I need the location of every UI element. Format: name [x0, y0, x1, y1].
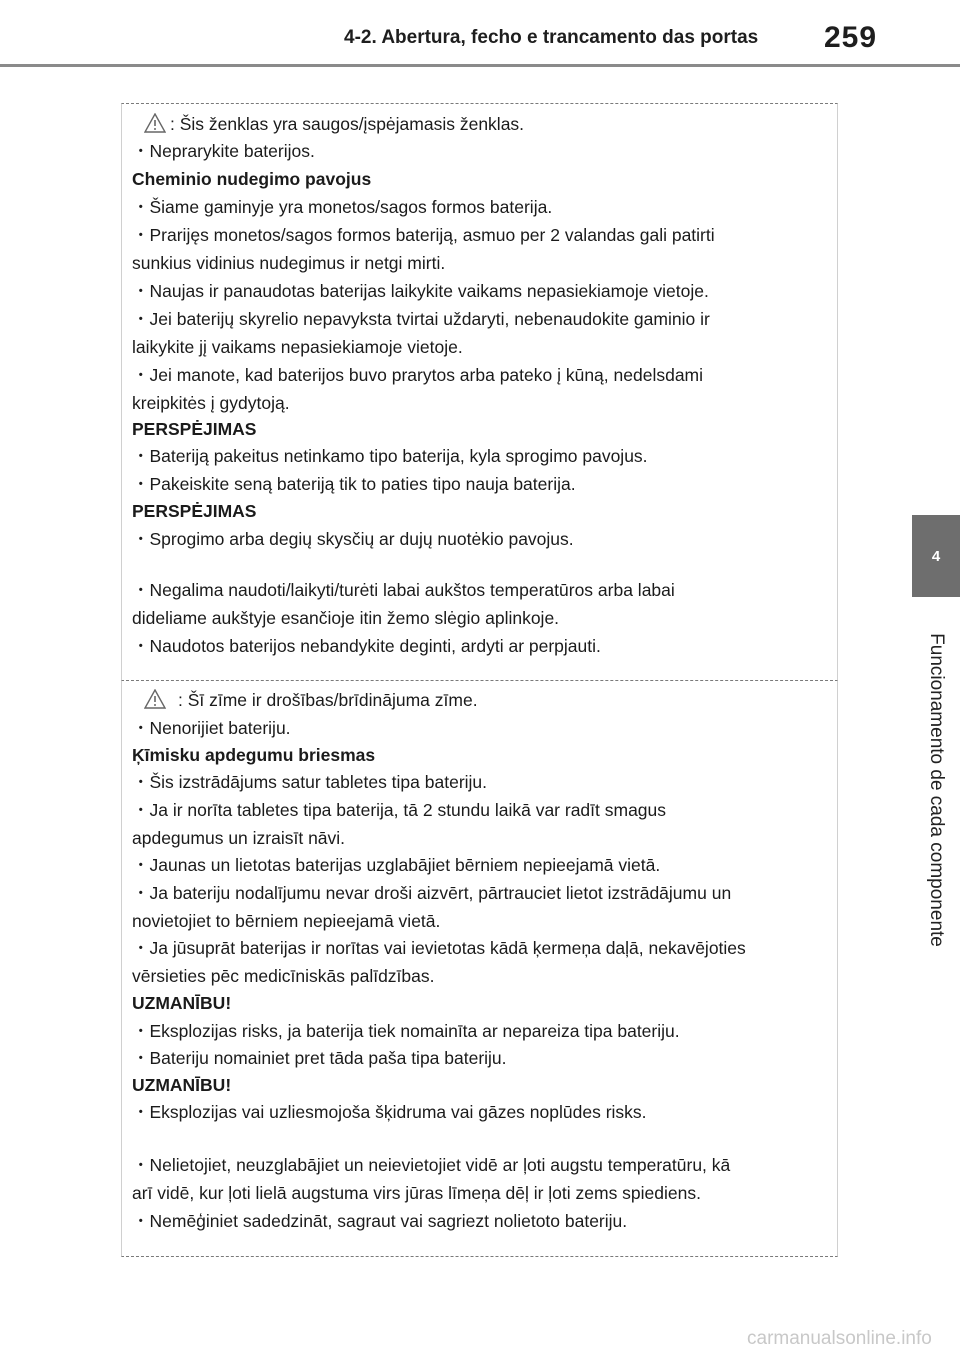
- text-line: ・Eksplozijas vai uzliesmojoša šķidruma vai gāzes noplūdes risks.: [132, 1102, 647, 1122]
- text-line: ・Sprogimo arba degių skysčių ar dujų nuotėkio pavojus.: [132, 529, 574, 549]
- text-line: ・Jaunas un lietotas baterijas uzglabājiet bērniem nepieejamā vietā.: [132, 855, 661, 875]
- warning-triangle-icon: [144, 689, 166, 709]
- section-title: 4-2. Abertura, fecho e trancamento das portas: [344, 27, 759, 48]
- subheading: Cheminio nudegimo pavojus: [132, 169, 372, 189]
- text-line: ・Neprarykite baterijos.: [132, 141, 315, 161]
- text-line: kreipkitės į gydytoją.: [132, 393, 290, 413]
- text-line: sunkius vidinius nudegimus ir netgi mirti.: [132, 253, 446, 273]
- text-line: ・Pakeiskite seną bateriją tik to paties tipo nauja baterija.: [132, 474, 576, 494]
- warning-note-lv: [144, 689, 478, 711]
- text-line: ・Ja jūsuprāt baterijas ir norītas vai ievietotas kādā ķermeņa daļā, nekavējoties: [132, 938, 746, 958]
- chapter-tab[interactable]: [912, 515, 960, 597]
- text-line: ・Nelietojiet, neuzglabājiet un neievietojiet vidē ar ļoti augstu temperatūru, kā: [132, 1155, 731, 1175]
- warning-triangle-icon: [144, 113, 166, 133]
- text-line: ・Šis izstrādājums satur tabletes tipa bateriju.: [132, 772, 488, 792]
- warning-note-text: : Šis ženklas yra saugos/įspėjamasis ženklas.: [170, 114, 525, 134]
- text-line: ・Negalima naudoti/laikyti/turėti labai aukštos temperatūros arba labai: [132, 580, 675, 600]
- text-line: ・Jei manote, kad baterijos buvo prarytos arba pateko į kūną, nedelsdami: [132, 365, 704, 385]
- subheading: PERSPĖJIMAS: [132, 501, 257, 521]
- text-line: ・Prarijęs monetos/sagos formos bateriją, asmuo per 2 valandas gali patirti: [132, 225, 715, 245]
- text-line: ・Eksplozijas risks, ja baterija tiek nomainīta ar nepareiza tipa bateriju.: [132, 1021, 680, 1041]
- text-line: ・Naudotos baterijos nebandykite deginti, ardyti ar perpjauti.: [132, 636, 601, 656]
- text-line: ・Ja ir norīta tabletes tipa baterija, tā 2 stundu laikā var radīt smagus: [132, 800, 667, 820]
- latvian-warning-box: [121, 681, 838, 1257]
- warning-note-text: : Šī zīme ir drošības/brīdinājuma zīme.: [178, 690, 478, 710]
- text-line: vērsieties pēc medicīniskās palīdzības.: [132, 966, 435, 986]
- text-line: ・Nenorijiet bateriju.: [132, 718, 291, 738]
- text-line: novietojiet to bērniem nepieejamā vietā.: [132, 911, 441, 931]
- page-number: 259: [824, 21, 878, 54]
- header-rule: [0, 64, 960, 67]
- text-line: ・Bateriją pakeitus netinkamo tipo baterija, kyla sprogimo pavojus.: [132, 446, 648, 466]
- subheading: PERSPĖJIMAS: [132, 419, 257, 439]
- text-line: ・Jei baterijų skyrelio nepavyksta tvirtai uždaryti, nebenaudokite gaminio ir: [132, 309, 710, 329]
- subheading: Ķīmisku apdegumu briesmas: [132, 745, 376, 765]
- text-line: ・Bateriju nomainiet pret tāda paša tipa bateriju.: [132, 1048, 507, 1068]
- chapter-number: 4: [931, 547, 941, 565]
- text-line: dideliame aukštyje esančioje itin žemo slėgio aplinkoje.: [132, 608, 560, 628]
- text-line: ・Nemēģiniet sadedzināt, sagraut vai sagriezt nolietoto bateriju.: [132, 1211, 628, 1231]
- watermark: carmanualsonline.info: [747, 1328, 932, 1349]
- subheading: UZMANĪBU!: [132, 993, 232, 1013]
- chapter-label: Funcionamento de cada componente: [926, 633, 947, 947]
- text-line: ・Naujas ir panaudotas baterijas laikykite vaikams nepasiekiamoje vietoje.: [132, 281, 709, 301]
- text-line: ・Ja bateriju nodalījumu nevar droši aizvērt, pārtrauciet lietot izstrādājumu un: [132, 883, 732, 903]
- lithuanian-warning-box: [121, 103, 838, 681]
- warning-note-lt: [144, 113, 524, 135]
- text-line: ・Šiame gaminyje yra monetos/sagos formos baterija.: [132, 197, 553, 217]
- text-line: laikykite jį vaikams nepasiekiamoje vietoje.: [132, 337, 463, 357]
- subheading: UZMANĪBU!: [132, 1075, 232, 1095]
- text-line: arī vidē, kur ļoti lielā augstuma virs jūras līmeņa dēļ ir ļoti zems spiediens.: [132, 1183, 701, 1203]
- text-line: apdegumus un izraisīt nāvi.: [132, 828, 346, 848]
